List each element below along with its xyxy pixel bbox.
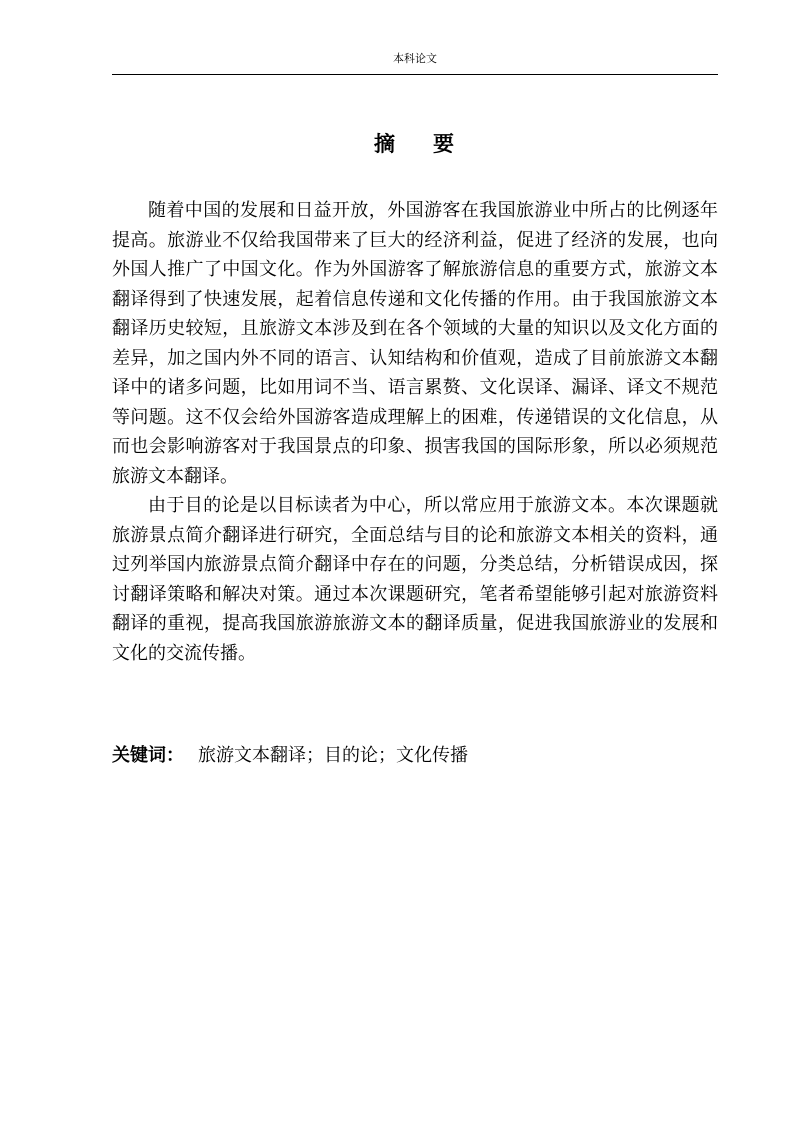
abstract-body (112, 196, 718, 668)
keywords-label: 关键词： (112, 745, 184, 766)
abstract-paragraph-2: 由于目的论是以目标读者为中心，所以常应用于旅游文本。本次课题就旅游景点简介翻译进行研究，全面总结与目的论和旅游文本相关的资料，通过列举国内旅游景点简介翻译中存在的问题，分类总结，分析错误成因，探讨翻译策略和解决对策。通过本次课题研究，笔者希望能够引起对旅游资料翻译的重视，提高我国旅游旅游文本的翻译质量，促进我国旅游业的发展和文化的交流传播。 (112, 495, 718, 664)
abstract-paragraph-1: 随着中国的发展和日益开放，外国游客在我国旅游业中所占的比例逐年提高。旅游业不仅给我国带来了巨大的经济利益，促进了经济的发展，也向外国人推广了中国文化。作为外国游客了解旅游信息的重要方式，旅游文本翻译得到了快速发展，起着信息传递和文化传播的作用。由于我国旅游文本翻译历史较短，且旅游文本涉及到在各个领域的大量的知识以及文化方面的差异，加之国内外不同的语言、认知结构和价值观，造成了目前旅游文本翻译中的诸多问题，比如用词不当、语言累赘、文化误译、漏译、译文不规范等问题。这不仅会给外国游客造成理解上的困难，传递错误的文化信息，从而也会影响游客对于我国景点的印象、损害我国的国际形象，所以必须规范旅游文本翻译。 (112, 200, 718, 487)
abstract-title-char-2: 要 (433, 131, 456, 156)
keywords-value: 旅游文本翻译；目的论；文化传播 (198, 745, 468, 766)
keywords-line (112, 741, 718, 770)
abstract-title (112, 130, 718, 158)
abstract-title-char-1: 摘 (374, 131, 397, 156)
running-title: 本科论文 (393, 52, 437, 65)
page-header (112, 52, 718, 75)
